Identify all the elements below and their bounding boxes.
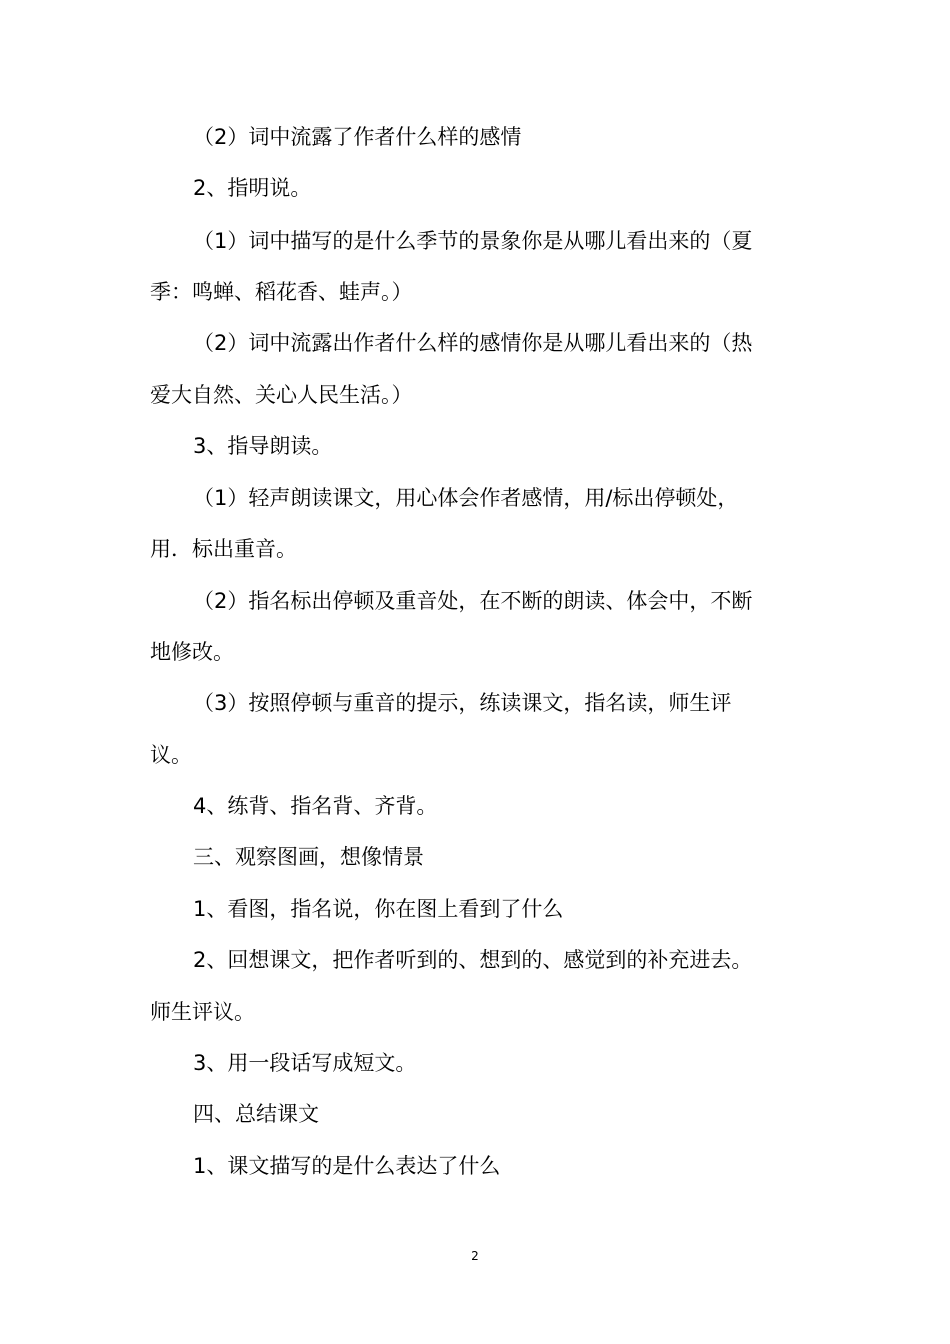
text-line: （1）词中描写的是什么季节的景象你是从哪儿看出来的（夏 bbox=[193, 229, 753, 253]
text-line: 2、回想课文，把作者听到的、想到的、感觉到的补充进去。 bbox=[193, 948, 753, 972]
text-line: 议。 bbox=[150, 743, 192, 767]
text-line: 用．标出重音。 bbox=[150, 537, 297, 561]
text-line: （3）按照停顿与重音的提示，练读课文，指名读，师生评 bbox=[193, 691, 732, 715]
text-line: 4、练背、指名背、齐背。 bbox=[193, 794, 438, 818]
text-line: 2、指明说。 bbox=[193, 176, 312, 200]
text-line: 1、课文描写的是什么表达了什么 bbox=[193, 1154, 501, 1178]
section-heading: 四、总结课文 bbox=[193, 1102, 319, 1126]
text-line: 季：鸣蝉、稻花香、蛙声。） bbox=[150, 280, 413, 304]
text-line: （2）词中流露出作者什么样的感情你是从哪儿看出来的（热 bbox=[193, 331, 753, 355]
text-line: 师生评议。 bbox=[150, 1000, 255, 1024]
text-line: 1、看图，指名说，你在图上看到了什么 bbox=[193, 897, 564, 921]
text-line: 3、指导朗读。 bbox=[193, 434, 333, 458]
text-line: （1）轻声朗读课文，用心体会作者感情，用/标出停顿处， bbox=[193, 486, 739, 510]
text-line: （2）指名标出停顿及重音处，在不断的朗读、体会中，不断 bbox=[193, 589, 753, 613]
text-line: 爱大自然、关心人民生活。） bbox=[150, 383, 413, 407]
text-line: 3、用一段话写成短文。 bbox=[193, 1051, 417, 1075]
section-heading: 三、观察图画，想像情景 bbox=[193, 845, 424, 869]
text-line: （2）词中流露了作者什么样的感情 bbox=[193, 125, 522, 149]
text-line: 地修改。 bbox=[150, 640, 234, 664]
page-number: 2 bbox=[471, 1249, 479, 1263]
